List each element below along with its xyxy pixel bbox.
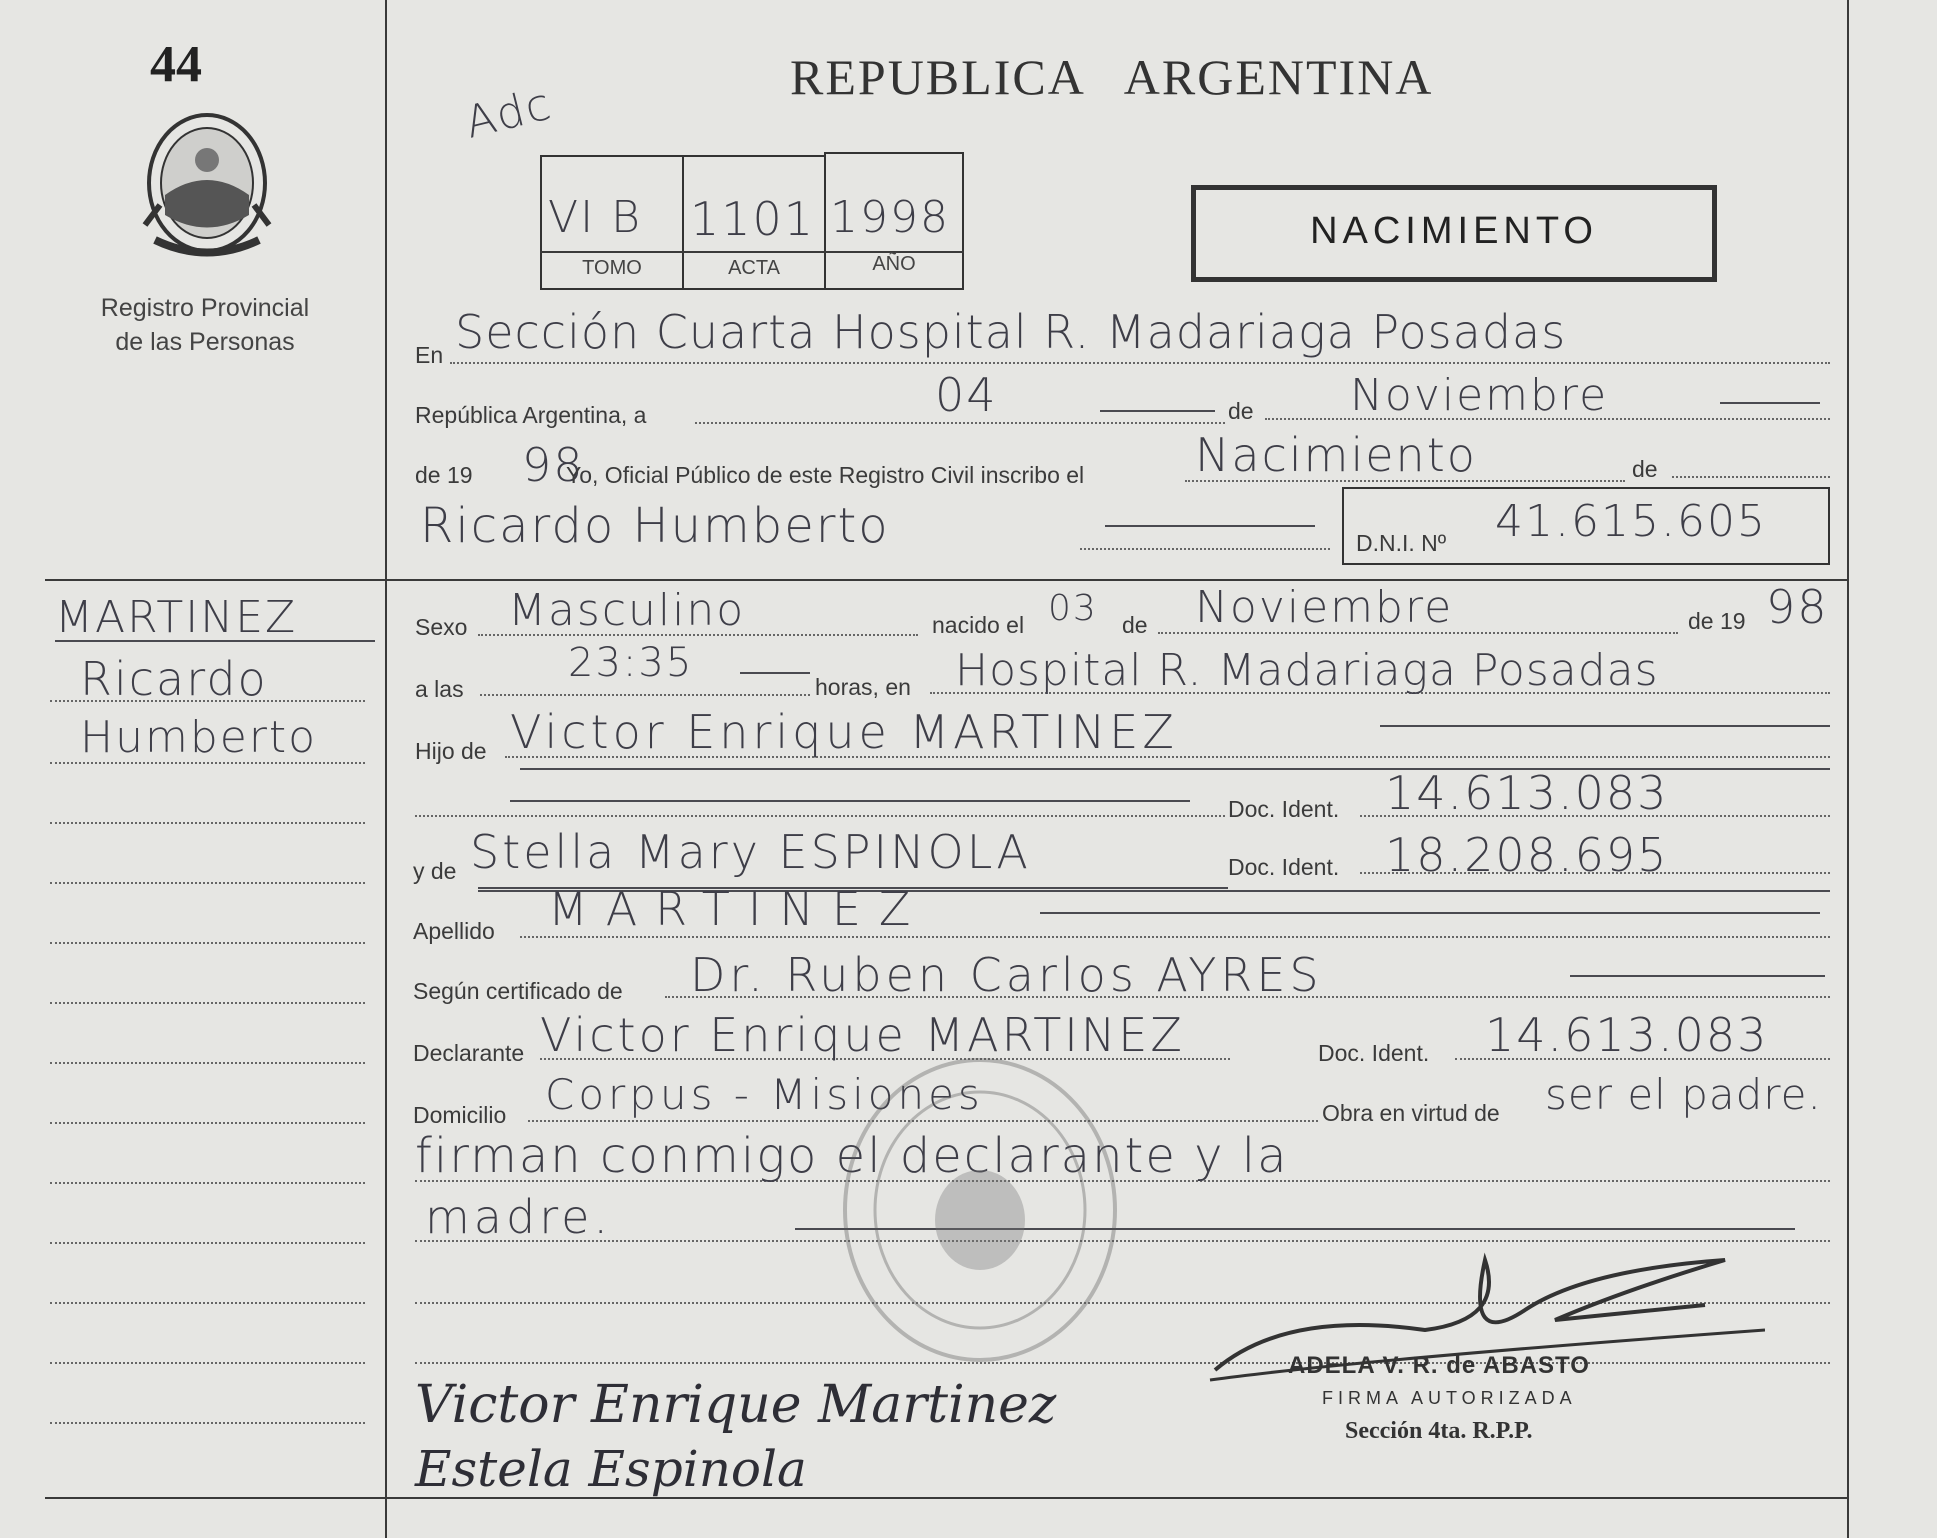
value-nota1: firman conmigo el declarante y la xyxy=(415,1128,1289,1184)
value-madre: Stella Mary ESPINOLA xyxy=(470,825,1031,879)
line-doc1-left xyxy=(510,800,1190,802)
value-dia: 04 xyxy=(935,368,998,422)
margin-dots-5 xyxy=(50,942,365,944)
margin-dots-6 xyxy=(50,1002,365,1004)
margin-line3: Humberto xyxy=(80,712,318,763)
label-republica: República Argentina, a xyxy=(415,402,647,428)
value-declarante-doc: 14.613.083 xyxy=(1485,1008,1769,1062)
header-divider xyxy=(45,579,1847,581)
registry-name-line1: Registro Provincial xyxy=(100,294,310,322)
official-name: ADELA V. R. de ABASTO xyxy=(1288,1352,1590,1379)
label-de: de xyxy=(1228,398,1254,424)
label-yo-oficial: Yo, Oficial Público de este Registro Civil inscribo el xyxy=(566,462,1085,488)
line-padre-1 xyxy=(1380,725,1830,727)
label-en: En xyxy=(415,342,444,368)
label-hijo-de: Hijo de xyxy=(415,738,487,764)
value-certificado: Dr. Ruben Carlos AYRES xyxy=(690,948,1323,1002)
official-role: FIRMA AUTORIZADA xyxy=(1322,1388,1577,1408)
value-mes: Noviembre xyxy=(1350,370,1609,421)
dots-nombre xyxy=(1080,548,1330,550)
line-dia xyxy=(1100,410,1215,412)
value-obra: ser el padre. xyxy=(1545,1070,1822,1119)
line-mes xyxy=(1720,402,1820,404)
provincial-seal xyxy=(135,105,280,260)
line-certificado xyxy=(1570,975,1825,977)
margin-dots-7 xyxy=(50,1062,365,1064)
value-nombre: Ricardo Humberto xyxy=(420,498,890,554)
margin-dots-13 xyxy=(50,1422,365,1424)
label-de3: de xyxy=(1122,612,1148,638)
margin-line1: MARTINEZ xyxy=(55,592,298,643)
dots-en xyxy=(450,362,1830,364)
label-domicilio: Domicilio xyxy=(413,1102,507,1128)
label-doc-ident3: Doc. Ident. xyxy=(1318,1040,1430,1066)
margin-dots-9 xyxy=(50,1182,365,1184)
value-padre-doc: 14.613.083 xyxy=(1385,766,1669,820)
signature-father: Victor Enrique Martinez xyxy=(415,1375,1057,1435)
dots-doc1-left xyxy=(415,815,1225,817)
margin-dots-8 xyxy=(50,1122,365,1124)
label-dni: D.N.I. Nº xyxy=(1356,530,1447,556)
right-page-border xyxy=(1847,0,1849,1538)
country-title: REPUBLICA ARGENTINA xyxy=(790,49,1434,105)
value-nac-lugar: Hospital R. Madariaga Posadas xyxy=(955,645,1659,696)
dots-de2 xyxy=(1672,476,1830,478)
signature-mother: Estela Espinola xyxy=(415,1440,807,1498)
margin-underline1 xyxy=(55,640,375,642)
label-doc-ident2: Doc. Ident. xyxy=(1228,854,1340,880)
registry-name-line2: de las Personas xyxy=(115,328,295,356)
left-column-border xyxy=(385,0,387,1538)
label-doc-ident1: Doc. Ident. xyxy=(1228,796,1340,822)
label-segun-certificado: Según certificado de xyxy=(413,978,623,1004)
footer-divider xyxy=(45,1497,1847,1499)
margin-dots-3 xyxy=(50,822,365,824)
label-apellido: Apellido xyxy=(413,918,495,944)
dots-dia xyxy=(695,422,1225,424)
label-de-19b: de 19 xyxy=(1688,608,1746,634)
dots-hora xyxy=(480,694,810,696)
acta-value: 1101 xyxy=(690,192,816,246)
margin-dots-1 xyxy=(50,700,365,702)
value-anio: 98 xyxy=(522,438,585,492)
value-madre-doc: 18.208.695 xyxy=(1385,828,1669,882)
document-type: NACIMIENTO xyxy=(1310,210,1598,252)
line-nombre xyxy=(1105,525,1315,527)
label-sexo: Sexo xyxy=(415,614,468,640)
civil-registry-seal xyxy=(835,1050,1125,1370)
label-de2: de xyxy=(1632,456,1658,482)
anio-value: 1998 xyxy=(830,192,950,243)
value-nac-anio: 98 xyxy=(1766,580,1829,634)
line-hora xyxy=(740,672,810,674)
value-declarante: Victor Enrique MARTINEZ xyxy=(540,1008,1185,1062)
label-de-19: de 19 xyxy=(415,462,473,488)
value-apellido: MARTINEZ xyxy=(548,882,929,936)
label-nacido-el: nacido el xyxy=(932,612,1025,638)
label-horas-en: horas, en xyxy=(815,674,911,700)
dots-apellido xyxy=(520,936,1830,938)
label-declarante: Declarante xyxy=(413,1040,525,1066)
value-lugar: Sección Cuarta Hospital R. Madariaga Posadas xyxy=(455,305,1567,359)
value-padre: Victor Enrique MARTINEZ xyxy=(510,705,1178,759)
official-section: Sección 4ta. R.P.P. xyxy=(1345,1418,1533,1444)
value-domicilio: Corpus - Misiones xyxy=(545,1070,984,1119)
margin-dots-12 xyxy=(50,1362,365,1364)
margin-line2: Ricardo xyxy=(80,652,268,706)
label-y-de: y de xyxy=(413,858,457,884)
value-nac-mes: Noviembre xyxy=(1195,582,1454,633)
margin-dots-10 xyxy=(50,1242,365,1244)
margin-dots-2 xyxy=(50,762,365,764)
acta-label: ACTA xyxy=(728,257,780,279)
value-hora: 23:35 xyxy=(568,640,694,686)
tomo-label: TOMO xyxy=(582,257,642,279)
page-number: 44 xyxy=(150,36,202,93)
anio-label: AÑO xyxy=(872,253,916,275)
margin-dots-11 xyxy=(50,1302,365,1304)
value-nota2: madre. xyxy=(425,1190,613,1244)
margin-dots-4 xyxy=(50,882,365,884)
line-apellido xyxy=(1040,912,1820,914)
tomo-value: VI B xyxy=(548,192,642,243)
margin-note: Adc xyxy=(460,78,558,149)
label-a-las: a las xyxy=(415,676,464,702)
value-dni: 41.615.605 xyxy=(1495,496,1767,547)
value-nac-dia: 03 xyxy=(1048,588,1098,629)
value-acto: Nacimiento xyxy=(1195,428,1477,482)
value-sexo: Masculino xyxy=(508,585,746,636)
label-obra-en-virtud: Obra en virtud de xyxy=(1322,1100,1500,1126)
